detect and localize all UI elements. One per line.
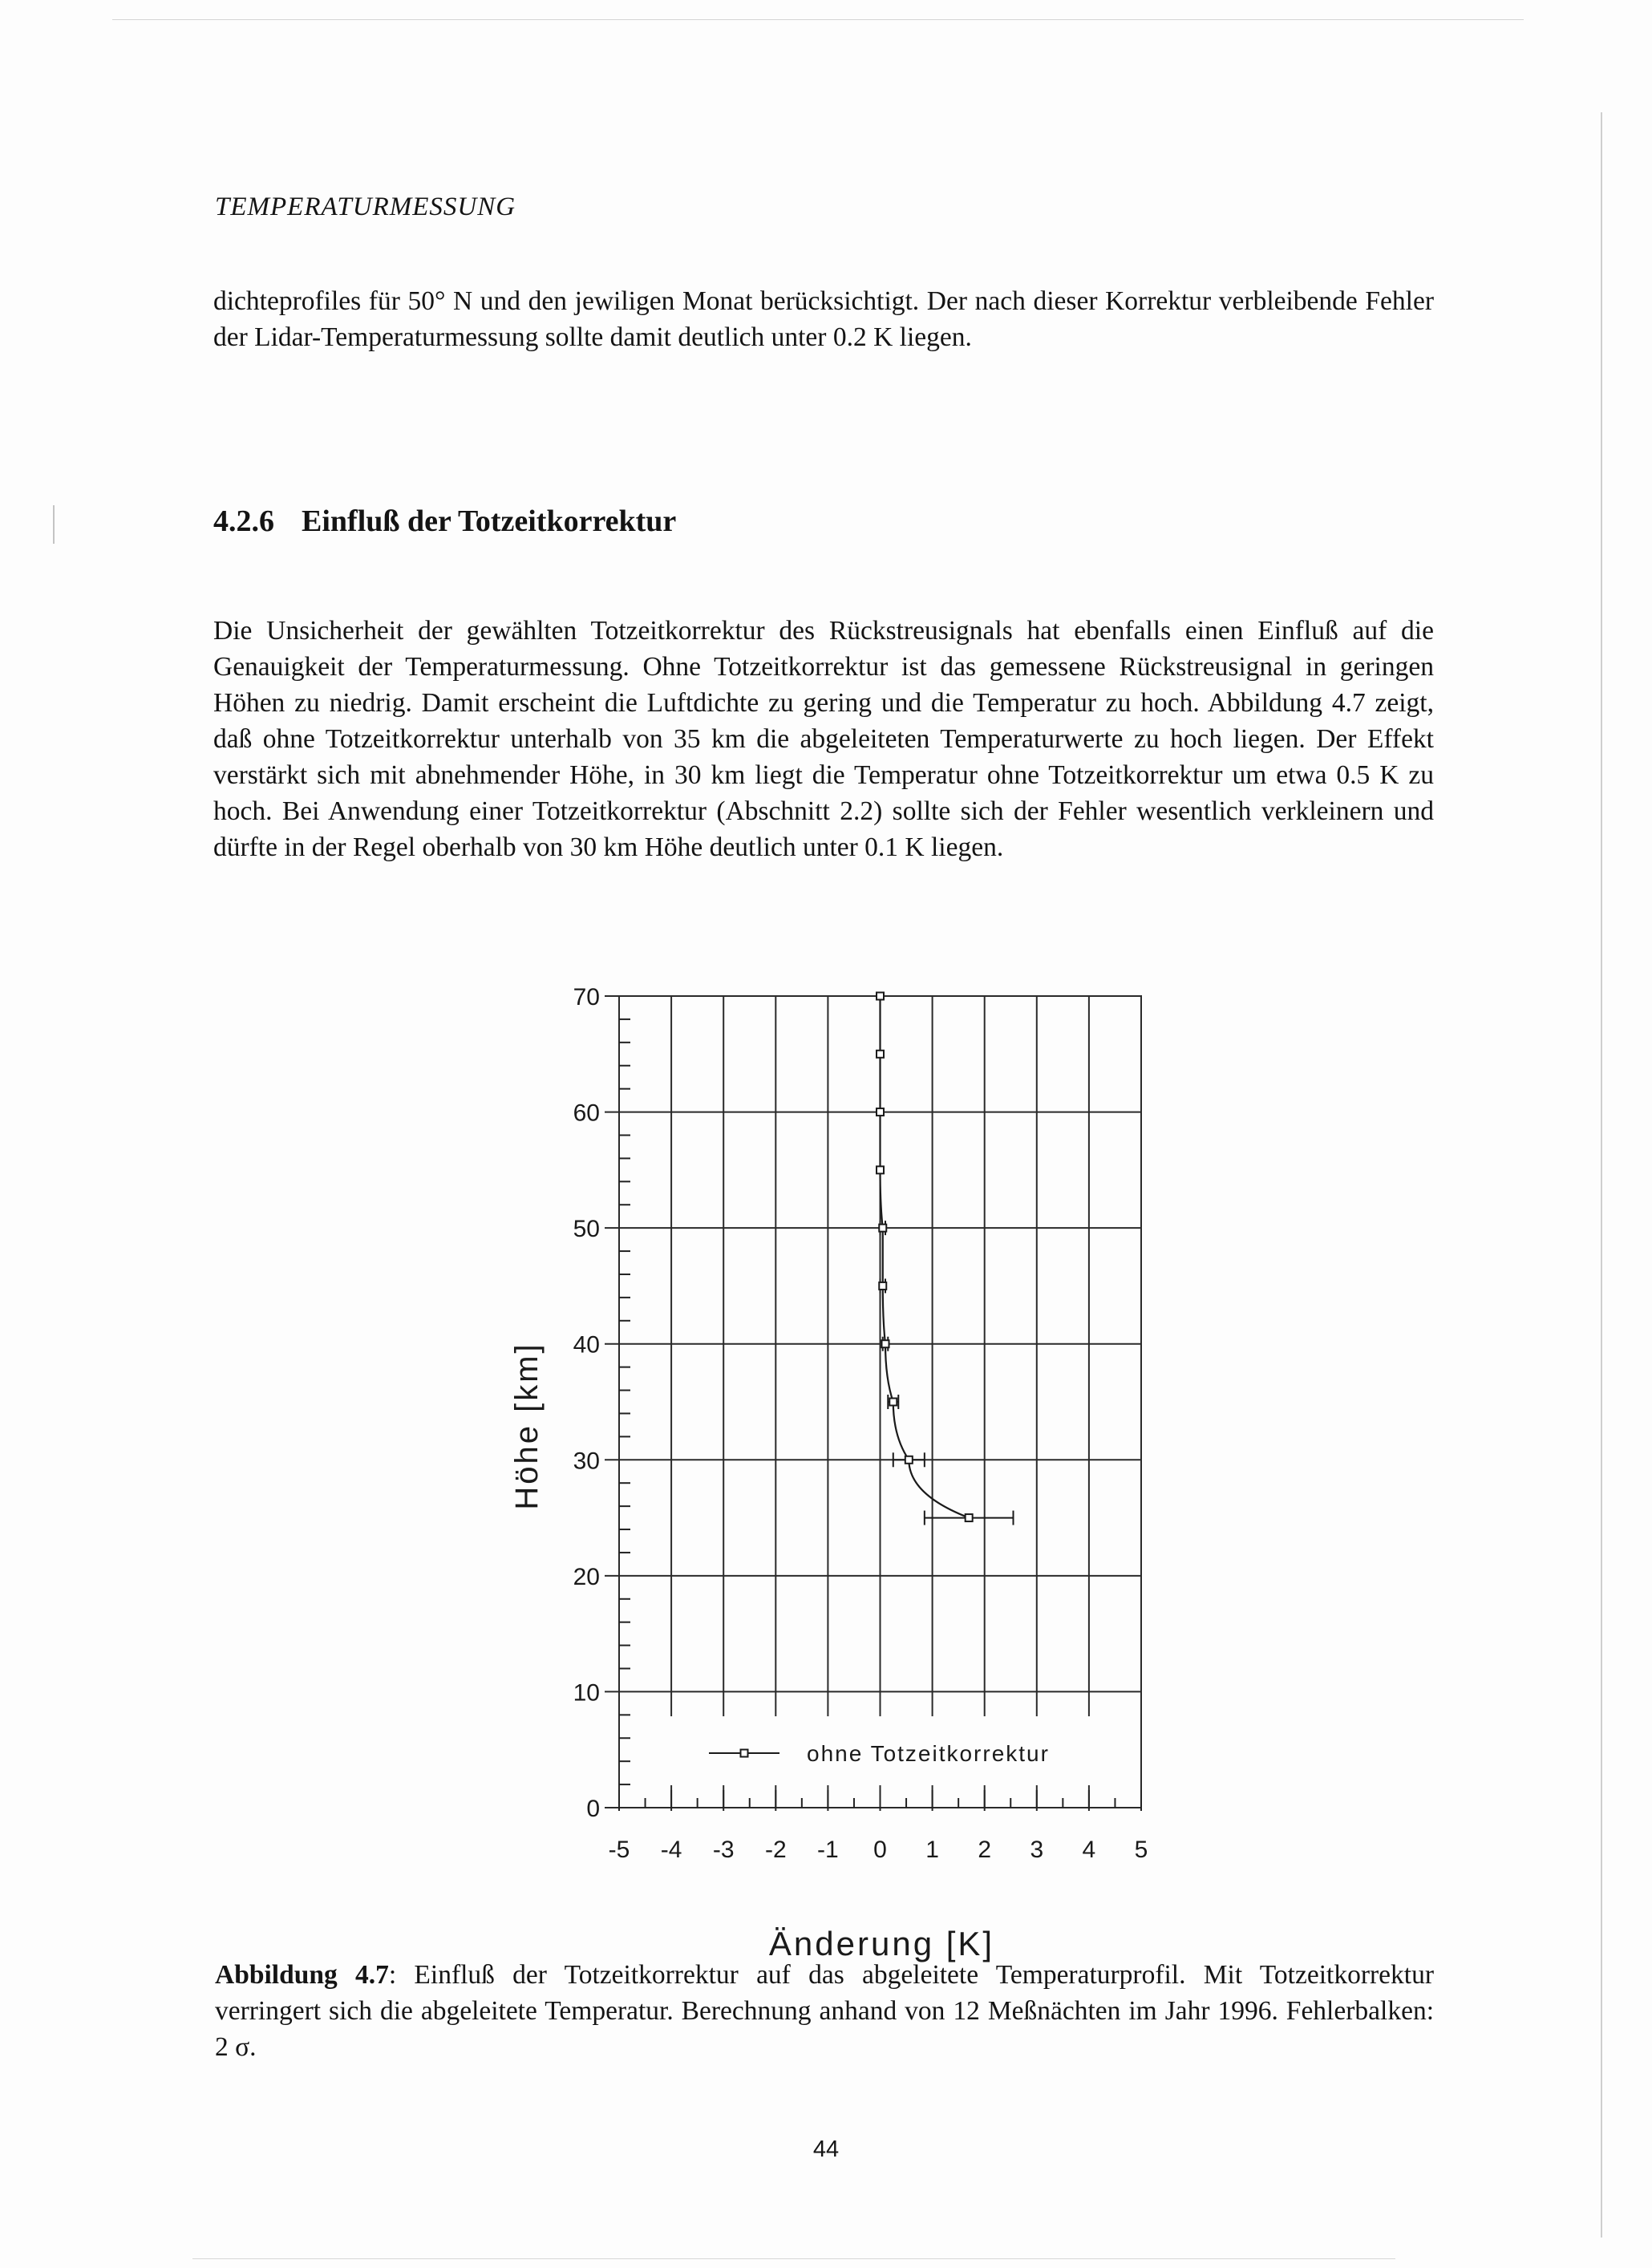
- running-head: TEMPERATURMESSUNG: [215, 192, 516, 221]
- paragraph-body: Die Unsicherheit der gewählten Totzeitkorrektur des Rückstreusignals hat ebenfalls einen Einfluß auf die Genauigkeit der Temperaturmessung. Ohne Totzeitkorrektur ist das gemessene Rückstreusignal in geringen Höhen zu niedrig. Damit erscheint die Luftdichte zu gering und die Temperatur zu hoch. Abbildung 4.7 zeigt, daß ohne Totzeitkorrektur unterhalb von 35 km die abgeleiteten Temperaturwerte zu hoch liegen. Der Effekt verstärkt sich mit abnehmender Höhe, in 30 km liegt die Temperatur ohne Totzeitkorrektur um etwa 0.5 K zu hoch. Bei Anwendung einer Totzeitkorrektur (Abschnitt 2.2) sollte sich der Fehler wesentlich verkleinern und dürfte in der Regel oberhalb von 30 km Höhe deutlich unter 0.1 K liegen.: [213, 616, 1434, 862]
- x-tick-label: -3: [712, 1837, 735, 1863]
- paragraph-intro: dichteprofiles für 50° N und den jewiligen Monat berücksichtigt. Der nach dieser Korrektur verbleibende Fehler der Lidar-Temperaturmessung sollte damit deutlich unter 0.2 K liegen.: [213, 286, 1434, 352]
- x-tick-label: 1: [925, 1837, 939, 1863]
- y-tick-label: 60: [573, 1100, 600, 1127]
- data-point: [877, 1166, 884, 1173]
- x-tick-label: 2: [978, 1837, 992, 1863]
- data-point: [882, 1340, 889, 1347]
- chart-legend: [651, 1716, 1094, 1785]
- y-tick-label: 0: [586, 1796, 600, 1822]
- y-tick-label: 40: [573, 1331, 600, 1359]
- data-point: [889, 1399, 897, 1406]
- x-tick-label: -5: [608, 1837, 630, 1863]
- section-number: 4.2.6: [213, 504, 274, 538]
- x-tick-label: 5: [1134, 1837, 1148, 1863]
- x-tick-label: 4: [1082, 1837, 1096, 1863]
- chart-y-tick-labels: [573, 984, 600, 1822]
- section-heading: [213, 504, 676, 539]
- scan-edge-right: [1601, 112, 1602, 2238]
- scan-mark-left: [53, 505, 55, 544]
- scan-edge-bottom: [192, 2258, 1395, 2259]
- scan-edge-top: [112, 19, 1524, 20]
- x-tick-label: -1: [817, 1837, 839, 1863]
- caption-label: Abbildung 4.7: [215, 1960, 389, 1990]
- y-tick-label: 50: [573, 1216, 600, 1243]
- y-tick-label: 70: [573, 984, 600, 1010]
- x-tick-label: -2: [764, 1837, 787, 1863]
- data-point: [877, 1051, 884, 1058]
- figure-chart: [417, 978, 1219, 1962]
- x-axis-label: Änderung [K]: [768, 1925, 995, 1962]
- chart-grid: [605, 996, 1141, 1808]
- data-point: [966, 1514, 973, 1521]
- figure-caption: [215, 1957, 1434, 2065]
- y-tick-label: 20: [573, 1563, 600, 1590]
- page-number: 44: [812, 2136, 840, 2162]
- data-point: [879, 1282, 886, 1290]
- x-tick-label: 0: [873, 1837, 887, 1863]
- legend-label: ohne Totzeitkorrektur: [807, 1741, 1050, 1767]
- series-line: [881, 996, 970, 1518]
- x-tick-label: 3: [1030, 1837, 1044, 1863]
- y-tick-label: 30: [573, 1448, 600, 1475]
- data-point: [905, 1456, 913, 1464]
- legend-marker: [741, 1750, 748, 1757]
- x-tick-label: -4: [660, 1837, 682, 1863]
- data-point: [877, 993, 884, 1000]
- section-title: Einfluß der Totzeitkorrektur: [302, 504, 677, 538]
- y-axis-label: Höhe [km]: [509, 1342, 545, 1510]
- y-tick-label: 10: [573, 1679, 600, 1707]
- chart-x-tick-labels: [609, 1837, 1148, 1863]
- caption-text: : Einfluß der Totzeitkorrektur auf das abgeleitete Temperaturprofil. Mit Totzeitkorrektur verringert sich die abgeleitete Temperatur. Berechnung anhand von 12 Meßnächten im Jahr 1996. Fehlerbalken: 2 σ.: [215, 1960, 1434, 2062]
- data-point: [879, 1225, 886, 1232]
- chart-series: [877, 993, 1014, 1525]
- data-point: [877, 1108, 884, 1116]
